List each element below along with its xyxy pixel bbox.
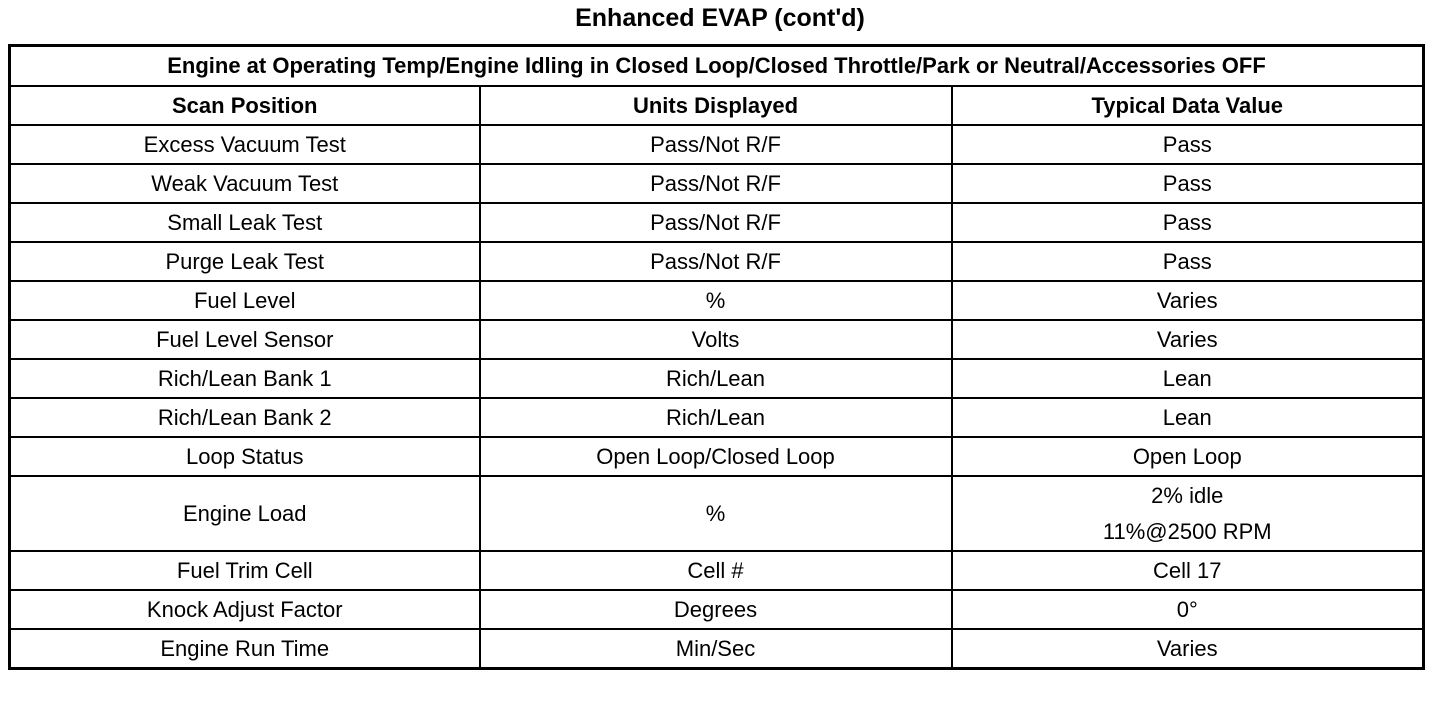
typical-value-line: Open Loop xyxy=(1132,443,1242,469)
cell-units-displayed: Degrees xyxy=(480,590,952,629)
table-row xyxy=(10,320,1424,359)
column-header-units-displayed: Units Displayed xyxy=(480,86,952,125)
table-row xyxy=(10,398,1424,437)
typical-value-line: Varies xyxy=(1156,326,1218,352)
cell-units-displayed: Rich/Lean xyxy=(480,398,952,437)
cell-typical-data-value xyxy=(952,281,1424,320)
cell-typical-data-value xyxy=(952,476,1424,551)
table-row xyxy=(10,359,1424,398)
cell-typical-data-value xyxy=(952,125,1424,164)
table-row xyxy=(10,242,1424,281)
cell-scan-position: Knock Adjust Factor xyxy=(10,590,480,629)
typical-value-line: 11%@2500 RPM xyxy=(1102,518,1272,544)
cell-units-displayed: Pass/Not R/F xyxy=(480,203,952,242)
typical-value-line: Pass xyxy=(1162,209,1212,235)
condition-header: Engine at Operating Temp/Engine Idling in Closed Loop/Closed Throttle/Park or Neutral/Accessories OFF xyxy=(10,46,1424,87)
condition-row xyxy=(10,46,1424,87)
typical-value-line: Varies xyxy=(1156,635,1218,661)
cell-scan-position: Excess Vacuum Test xyxy=(10,125,480,164)
cell-scan-position: Purge Leak Test xyxy=(10,242,480,281)
cell-typical-data-value xyxy=(952,629,1424,669)
cell-scan-position: Loop Status xyxy=(10,437,480,476)
table-body xyxy=(10,125,1424,669)
table-row xyxy=(10,164,1424,203)
typical-value-line: 0° xyxy=(1176,596,1198,622)
cell-scan-position: Weak Vacuum Test xyxy=(10,164,480,203)
cell-scan-position: Fuel Trim Cell xyxy=(10,551,480,590)
cell-units-displayed: % xyxy=(480,281,952,320)
table-row xyxy=(10,437,1424,476)
cell-units-displayed: Cell # xyxy=(480,551,952,590)
cell-scan-position: Engine Load xyxy=(10,476,480,551)
typical-value-line: 2% idle xyxy=(1151,482,1224,508)
table-row xyxy=(10,551,1424,590)
typical-value-line: Lean xyxy=(1162,404,1212,430)
cell-typical-data-value xyxy=(952,203,1424,242)
cell-typical-data-value xyxy=(952,398,1424,437)
cell-scan-position: Small Leak Test xyxy=(10,203,480,242)
cell-units-displayed: Pass/Not R/F xyxy=(480,164,952,203)
column-header-typical-data-value: Typical Data Value xyxy=(952,86,1424,125)
cell-typical-data-value xyxy=(952,320,1424,359)
cell-units-displayed: Pass/Not R/F xyxy=(480,242,952,281)
cell-scan-position: Rich/Lean Bank 1 xyxy=(10,359,480,398)
typical-value-line: Lean xyxy=(1162,365,1212,391)
typical-value-line: Cell 17 xyxy=(1153,557,1222,583)
column-header-scan-position: Scan Position xyxy=(10,86,480,125)
column-header-row xyxy=(10,86,1424,125)
cell-typical-data-value xyxy=(952,590,1424,629)
cell-scan-position: Fuel Level xyxy=(10,281,480,320)
cell-scan-position: Rich/Lean Bank 2 xyxy=(10,398,480,437)
table-row xyxy=(10,125,1424,164)
cell-units-displayed: Open Loop/Closed Loop xyxy=(480,437,952,476)
cell-scan-position: Fuel Level Sensor xyxy=(10,320,480,359)
cell-typical-data-value xyxy=(952,164,1424,203)
data-table xyxy=(8,44,1425,670)
cell-units-displayed: Pass/Not R/F xyxy=(480,125,952,164)
table-row xyxy=(10,590,1424,629)
typical-value-line: Pass xyxy=(1162,131,1212,157)
cell-typical-data-value xyxy=(952,242,1424,281)
table-row xyxy=(10,203,1424,242)
cell-typical-data-value xyxy=(952,359,1424,398)
table-row xyxy=(10,476,1424,551)
cell-typical-data-value xyxy=(952,551,1424,590)
table-row xyxy=(10,281,1424,320)
cell-units-displayed: Min/Sec xyxy=(480,629,952,669)
cell-units-displayed: Rich/Lean xyxy=(480,359,952,398)
cell-typical-data-value xyxy=(952,437,1424,476)
typical-value-line: Pass xyxy=(1162,248,1212,274)
cell-units-displayed: Volts xyxy=(480,320,952,359)
table-row xyxy=(10,629,1424,669)
page-title: Enhanced EVAP (cont'd) xyxy=(575,4,865,32)
cell-units-displayed: % xyxy=(480,476,952,551)
typical-value-line: Varies xyxy=(1156,287,1218,313)
cell-scan-position: Engine Run Time xyxy=(10,629,480,669)
typical-value-line: Pass xyxy=(1162,170,1212,196)
